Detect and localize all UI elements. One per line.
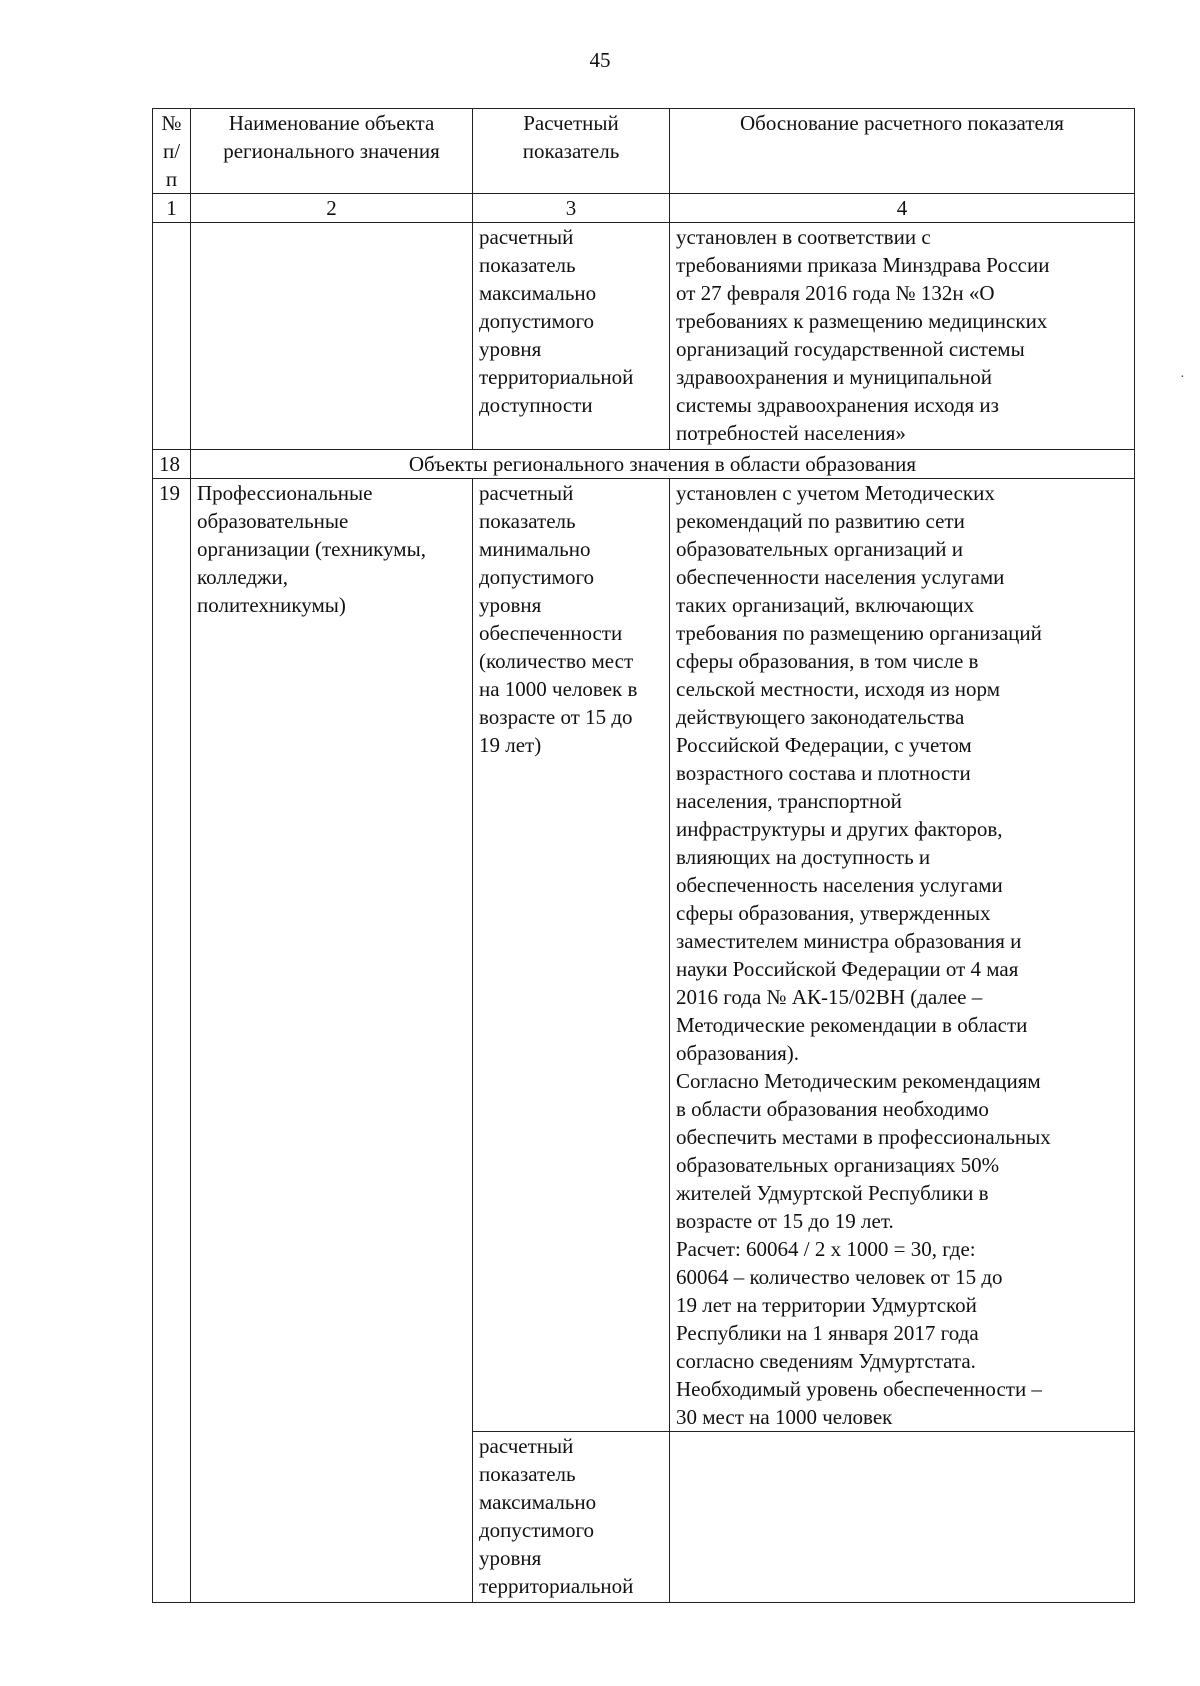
indicator-cell: расчетный показатель максимально допустимого уровня территориальной доступности (473, 223, 670, 450)
empty-number-cell (153, 223, 191, 450)
column-number-3: 3 (473, 194, 670, 223)
header-indicator: Расчетный показатель (473, 109, 670, 194)
column-numbers-row (153, 194, 1135, 223)
row-number-cell: 19 (153, 479, 191, 1603)
justification-cell-max (670, 1432, 1135, 1603)
justification-cell-min: установлен с учетом Методических рекомендаций по развитию сети образовательных организаций и обеспеченности населения услугами таких организаций, включающих требования по размещению организаций сферы образования, в том числе в сельской местности, исходя из норм действующего законодательства Российской Федерации, с учетом возрастного состава и плотности населения, транспортной инфраструктуры и других факторов, влияющих на доступность и обеспеченность населения услугами сферы образования, утвержденных заместителем министра образования и науки Российской Федерации от 4 мая 2016 года № АК-15/02ВН (далее – Методические рекомендации в области образования). Согласно Методическим рекомендациям в области образования необходимо обеспечить местами в профессиональных образовательных организациях 50% жителей Удмуртской Республики в возрасте от 15 до 19 лет. Расчет: 60064 / 2 х 1000 = 30, где: 60064 – количество человек от 15 до 19 лет на территории Удмуртской Республики на 1 января 2017 года согласно сведениям Удмуртстата. Необходимый уровень обеспеченности – 30 мест на 1000 человек (670, 479, 1135, 1432)
table-header-row (153, 109, 1135, 194)
page-number: 45 (589, 48, 611, 72)
scan-artifact-mark: · (1180, 370, 1185, 385)
justification-cell: установлен в соответствии с требованиями приказа Минздрава России от 27 февраля 2016 года № 132н «О требованиях к размещению медицинских организаций государственной системы здравоохранения и муниципальной системы здравоохранения исходя из потребностей населения» (670, 223, 1135, 450)
section-title-cell: Объекты регионального значения в области образования (191, 450, 1135, 479)
header-object-name: Наименование объекта регионального значения (191, 109, 473, 194)
section-row-18 (153, 450, 1135, 479)
column-number-4: 4 (670, 194, 1135, 223)
header-justification: Обоснование расчетного показателя (670, 109, 1135, 194)
object-name-cell: Профессиональные образовательные организации (техникумы, колледжи, политехникумы) (191, 479, 473, 1603)
section-number-cell: 18 (153, 450, 191, 479)
table-row-19 (153, 479, 1135, 1432)
column-number-2: 2 (191, 194, 473, 223)
header-number: № п/п (153, 109, 191, 194)
table-row-continued (153, 223, 1135, 450)
indicator-cell-max: расчетный показатель максимально допустимого уровня территориальной (473, 1432, 670, 1603)
empty-object-cell (191, 223, 473, 450)
column-number-1: 1 (153, 194, 191, 223)
rationale-table (152, 108, 1135, 1603)
indicator-cell-min: расчетный показатель минимально допустимого уровня обеспеченности (количество мест на 1000 человек в возрасте от 15 до 19 лет) (473, 479, 670, 1432)
